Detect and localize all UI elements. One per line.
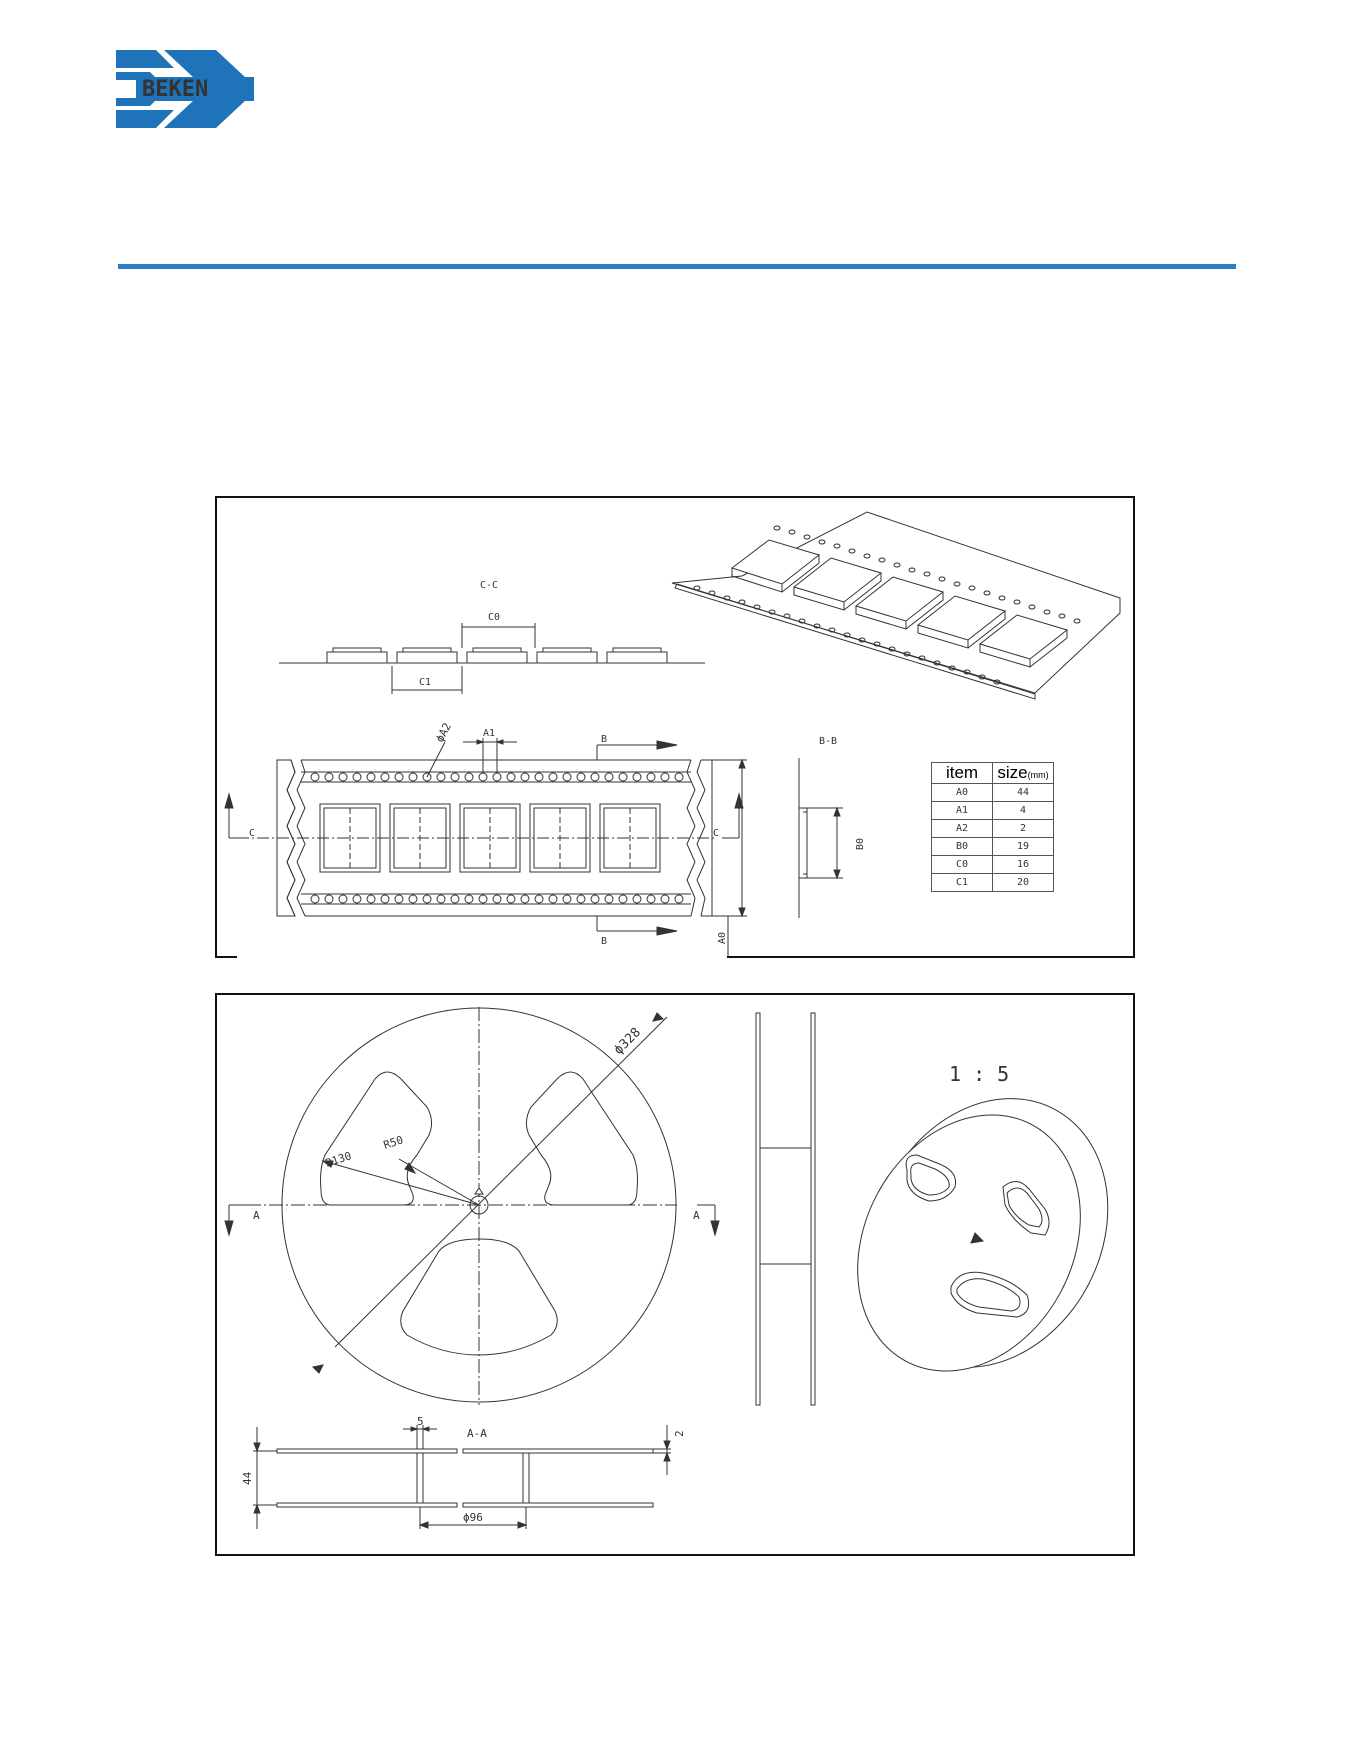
dim-2-label: 2 bbox=[673, 1430, 686, 1437]
dim-c0-label: C0 bbox=[488, 612, 501, 623]
section-a-left-label: A bbox=[253, 1209, 260, 1222]
reel-drawing-panel bbox=[215, 993, 1135, 1556]
dim-r130-label: R130 bbox=[323, 1149, 354, 1170]
table-row: A1 4 bbox=[932, 802, 1054, 820]
scale-label: 1 : 5 bbox=[949, 1062, 1010, 1086]
table-row: C1 20 bbox=[932, 874, 1054, 892]
dim-r50-label: R50 bbox=[381, 1133, 405, 1152]
dim-a2-label: ϕA2 bbox=[433, 720, 454, 745]
reel-labels bbox=[217, 995, 1137, 1558]
dim-5-label: 5 bbox=[417, 1415, 424, 1428]
table-row: B0 19 bbox=[932, 838, 1054, 856]
section-bb-label: B-B bbox=[819, 736, 838, 747]
table-header-size: size(mm) bbox=[993, 763, 1054, 784]
table-header-item: item bbox=[932, 763, 993, 784]
section-a-right-label: A bbox=[693, 1209, 700, 1222]
tape-drawing-panel bbox=[215, 496, 1135, 958]
beken-logo bbox=[116, 50, 256, 128]
dim-diameter-label: ϕ328 bbox=[611, 1025, 644, 1058]
section-b-top-label: B bbox=[601, 734, 608, 745]
dim-96-label: ϕ96 bbox=[463, 1511, 483, 1524]
dim-b0-label: B0 bbox=[855, 837, 866, 850]
section-aa-label: A-A bbox=[467, 1427, 487, 1440]
section-c-left-label: C bbox=[249, 828, 256, 839]
dim-a1-label: A1 bbox=[483, 728, 496, 739]
dim-c1-label: C1 bbox=[419, 677, 432, 688]
section-b-bottom-label: B bbox=[601, 936, 608, 947]
table-row: A2 2 bbox=[932, 820, 1054, 838]
header-rule bbox=[118, 264, 1236, 269]
tape-size-table bbox=[931, 762, 1054, 892]
table-row: C0 16 bbox=[932, 856, 1054, 874]
logo-text: BEKEN bbox=[142, 77, 209, 102]
dim-a0-label: A0 bbox=[717, 931, 728, 944]
table-row: A0 44 bbox=[932, 784, 1054, 802]
section-cc-label: C-C bbox=[480, 580, 499, 591]
section-c-right-label: C bbox=[713, 828, 720, 839]
dim-44-label: 44 bbox=[241, 1471, 254, 1485]
